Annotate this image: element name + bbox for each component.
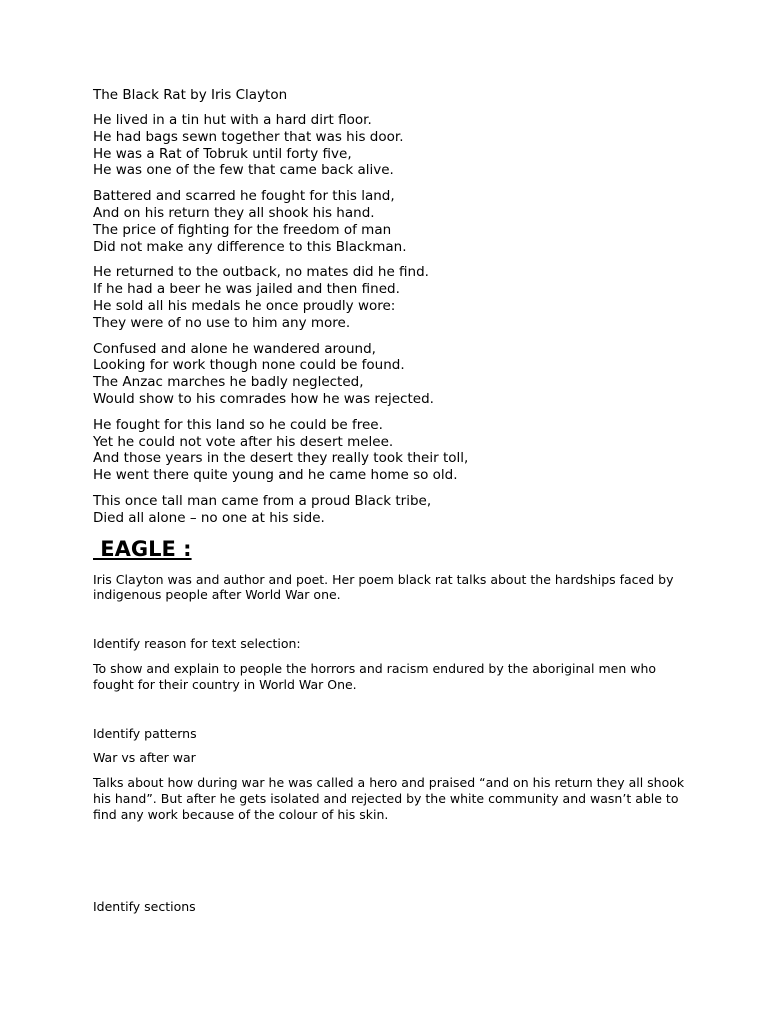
spacer: [93, 741, 693, 750]
poem-title: The Black Rat by Iris Clayton: [93, 87, 288, 103]
poem-stanza-5: [93, 417, 693, 484]
poem-line: Battered and scarred he fought for this land,: [93, 188, 395, 205]
section-heading: EAGLE :: [93, 536, 192, 561]
poem-line: He lived in a tin hut with a hard dirt floor.: [93, 112, 372, 128]
reason-label: Identify reason for text selection:: [93, 636, 301, 652]
poem-line: They were of no use to him any more.: [93, 314, 351, 331]
poem-line: The Anzac marches he badly neglected,: [93, 374, 364, 391]
poem-line: He fought for this land so he could be free.: [93, 416, 383, 433]
poem-line: He went there quite young and he came home so old.: [93, 467, 458, 484]
poem-line: Did not make any difference to this Blackman.: [93, 238, 407, 255]
poem-line: Confused and alone he wandered around,: [93, 340, 376, 357]
poem-stanza-2: [93, 188, 693, 255]
poem-line: Looking for work though none could be found.: [93, 357, 405, 374]
poem-stanza-1: [93, 112, 693, 179]
poem-line: And on his return they all shook his hand.: [93, 204, 375, 221]
poem-line: He was a Rat of Tobruk until forty five,: [93, 145, 352, 162]
poem-stanza-3: [93, 264, 693, 331]
spacer: [93, 766, 693, 775]
poem-stanza-6: [93, 493, 693, 527]
document-page: [93, 86, 693, 914]
poem-line: He was one of the few that came back alive.: [93, 162, 394, 179]
reason-paragraph: To show and explain to people the horrors and racism endured by the aboriginal men who fought for their country in World War One.: [93, 660, 657, 692]
patterns-subtitle: War vs after war: [93, 750, 196, 766]
sections-label: Identify sections: [93, 898, 196, 914]
spacer: [93, 823, 693, 899]
spacer: [93, 603, 693, 636]
poem-line: If he had a beer he was jailed and then fined.: [93, 281, 400, 298]
poem-line: He sold all his medals he once proudly wore:: [93, 297, 396, 314]
poem-line: Died all alone – no one at his side.: [93, 509, 325, 526]
spacer: [93, 693, 693, 726]
poem-line: The price of fighting for the freedom of man: [93, 221, 392, 238]
intro-paragraph: Iris Clayton was and author and poet. Her poem black rat talks about the hardships faced by indigenous people after World War one.: [93, 571, 674, 603]
poem-line: Would show to his comrades how he was rejected.: [93, 390, 434, 407]
poem-stanza-4: [93, 341, 693, 408]
patterns-paragraph: Talks about how during war he was called a hero and praised “and on his return they all shook his hand”. But after he gets isolated and rejected by the white community and wasn’t able to find any work because of the colour of his skin.: [93, 775, 685, 822]
patterns-label: Identify patterns: [93, 725, 197, 741]
poem-line: He had bags sewn together that was his door.: [93, 128, 404, 145]
poem-line: This once tall man came from a proud Black tribe,: [93, 492, 432, 509]
poem-line: And those years in the desert they really took their toll,: [93, 450, 469, 467]
poem-line: Yet he could not vote after his desert melee.: [93, 433, 394, 450]
spacer: [93, 652, 693, 661]
poem-line: He returned to the outback, no mates did he find.: [93, 264, 429, 281]
